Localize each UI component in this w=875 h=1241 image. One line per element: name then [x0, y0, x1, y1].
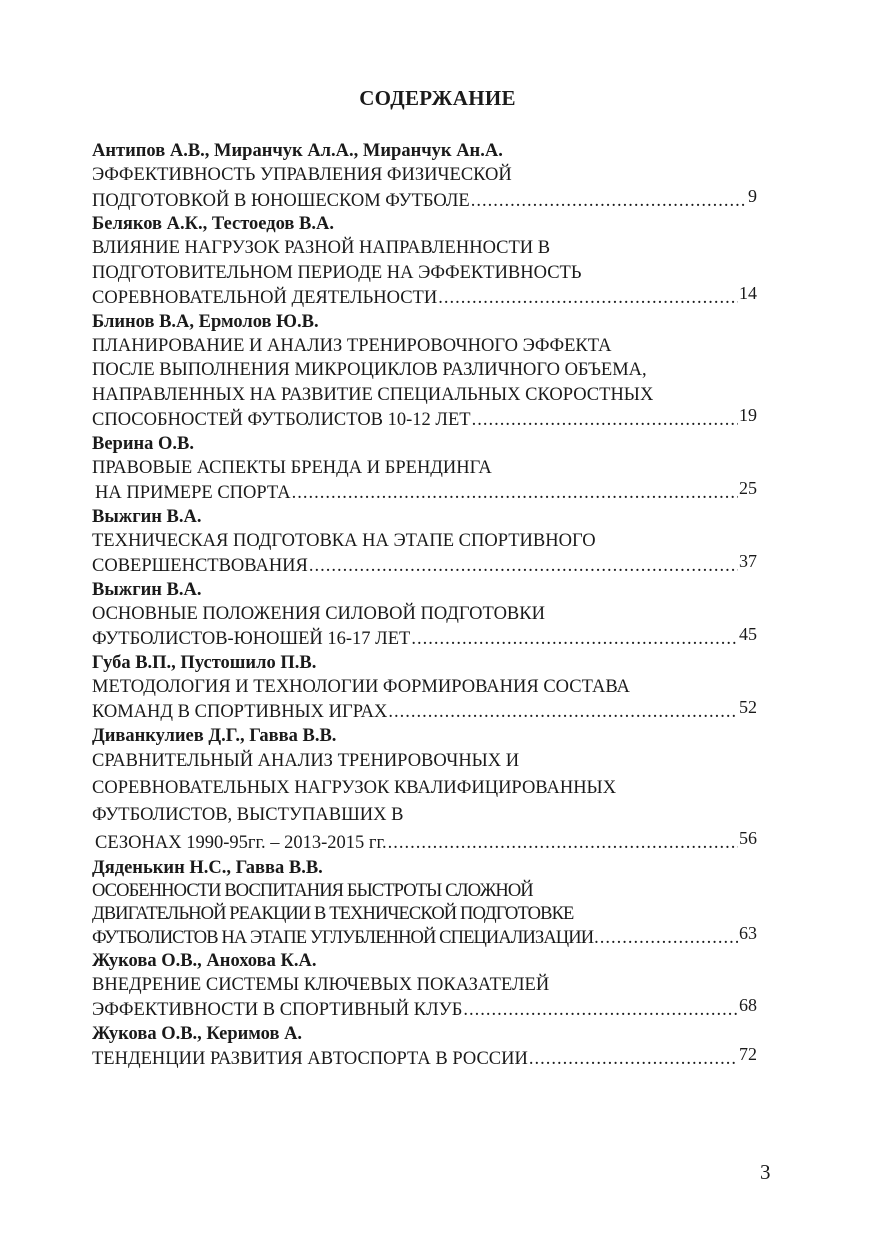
entry-title-line: ФУТБОЛИСТОВ, ВЫСТУПАВШИХ В [92, 804, 404, 825]
page-title: СОДЕРЖАНИЕ [359, 86, 516, 110]
entry-title-last-line [92, 699, 757, 725]
entry-page-number: 63 [739, 922, 757, 943]
toc-entry [92, 433, 757, 506]
page-number: 3 [760, 1160, 771, 1184]
entry-title-last-line [92, 553, 757, 579]
entry-authors: Беляков А.К., Тестоедов В.А. [92, 214, 334, 234]
dot-leader [388, 700, 738, 725]
entry-authors: Антипов А.В., Миранчук Ал.А., Миранчук Ан.А. [92, 141, 503, 161]
entry-title-line: ОСОБЕННОСТИ ВОСПИТАНИЯ БЫСТРОТЫ СЛОЖНОЙ [92, 880, 533, 901]
entry-title-last-line [92, 285, 757, 311]
entry-title-line: ТЕНДЕНЦИИ РАЗВИТИЯ АВТОСПОРТА В РОССИИ [92, 1048, 528, 1069]
entry-authors: Блинов В.А, Ермолов Ю.В. [92, 311, 319, 332]
entry-title-line: ДВИГАТЕЛЬНОЙ РЕАКЦИИ В ТЕХНИЧЕСКОЙ ПОДГОТОВКЕ [92, 903, 574, 924]
entry-page-number: 72 [739, 1043, 757, 1064]
entry-title-line: ЭФФЕКТИВНОСТЬ УПРАВЛЕНИЯ ФИЗИЧЕСКОЙ [92, 165, 512, 185]
entry-title-line: СПОСОБНОСТЕЙ ФУТБОЛИСТОВ 10-12 ЛЕТ [92, 410, 471, 430]
entry-page-number: 56 [739, 827, 757, 848]
entry-title-last-line [92, 1043, 757, 1072]
entry-authors: Дяденькин Н.С., Гавва В.В. [92, 857, 323, 878]
dot-leader [594, 927, 738, 950]
entry-title-last-line [92, 829, 757, 857]
entry-authors: Выжгин В.А. [92, 579, 202, 600]
toc-entry [92, 857, 757, 950]
entry-title-line: СОРЕВНОВАТЕЛЬНЫХ НАГРУЗОК КВАЛИФИЦИРОВАННЫХ [92, 777, 617, 798]
entry-title-line: ВНЕДРЕНИЕ СИСТЕМЫ КЛЮЧЕВЫХ ПОКАЗАТЕЛЕЙ [92, 974, 550, 995]
dot-leader [388, 830, 738, 857]
toc-entry [92, 311, 757, 433]
toc-entry [92, 652, 757, 725]
entry-title-line: СОВЕРШЕНСТВОВАНИЯ [92, 556, 308, 576]
dot-leader [472, 408, 738, 433]
dot-leader [463, 998, 738, 1023]
toc-entry [92, 1023, 757, 1072]
entry-title-last-line [92, 407, 757, 433]
entry-authors: Диванкулиев Д.Г., Гавва В.В. [92, 725, 337, 746]
entry-title-line: НАПРАВЛЕННЫХ НА РАЗВИТИЕ СПЕЦИАЛЬНЫХ СКОРОСТНЫХ [92, 384, 654, 405]
entry-authors: Жукова О.В., Керимов А. [92, 1023, 303, 1044]
entry-authors: Губа В.П., Пустошило П.В. [92, 652, 317, 673]
entry-title-last-line [92, 626, 757, 652]
entry-page-number: 68 [739, 995, 757, 1015]
entry-title-line: ПРАВОВЫЕ АСПЕКТЫ БРЕНДА И БРЕНДИНГА [92, 457, 492, 478]
dot-leader [529, 1047, 738, 1072]
entry-page-number: 45 [739, 624, 757, 644]
toc-entry [92, 506, 757, 579]
toc-entry [92, 725, 757, 857]
entry-title-line: ПОДГОТОВКОЙ В ЮНОШЕСКОМ ФУТБОЛЕ [92, 190, 470, 211]
entry-title-line: НА ПРИМЕРЕ СПОРТА [95, 483, 291, 503]
entry-title-line: ПОСЛЕ ВЫПОЛНЕНИЯ МИКРОЦИКЛОВ РАЗЛИЧНОГО ОБЪЕМА, [92, 360, 647, 380]
entry-title-line: МЕТОДОЛОГИЯ И ТЕХНОЛОГИИ ФОРМИРОВАНИЯ СОСТАВА [92, 676, 630, 697]
entry-title-last-line [92, 185, 757, 214]
entry-title-line: ВЛИЯНИЕ НАГРУЗОК РАЗНОЙ НАПРАВЛЕННОСТИ В [92, 238, 551, 258]
dot-leader [471, 189, 747, 214]
dot-leader [438, 286, 738, 311]
entry-title-line: КОМАНД В СПОРТИВНЫХ ИГРАХ [92, 702, 388, 722]
entry-title-last-line [92, 997, 757, 1023]
entry-title-line: ФУТБОЛИСТОВ НА ЭТАПЕ УГЛУБЛЕННОЙ СПЕЦИАЛИЗАЦИИ [92, 927, 594, 948]
toc-entry [92, 579, 757, 652]
entry-authors: Выжгин В.А. [92, 506, 202, 527]
toc-entry [92, 950, 757, 1023]
entry-title-line: ФУТБОЛИСТОВ-ЮНОШЕЙ 16-17 ЛЕТ [92, 629, 411, 649]
dot-leader [309, 554, 738, 579]
entry-title-line: СРАВНИТЕЛЬНЫЙ АНАЛИЗ ТРЕНИРОВОЧНЫХ И [92, 750, 520, 771]
dot-leader [411, 627, 738, 652]
entry-title-line: ОСНОВНЫЕ ПОЛОЖЕНИЯ СИЛОВОЙ ПОДГОТОВКИ [92, 603, 545, 624]
entry-page-number: 9 [748, 185, 757, 206]
entry-page-number: 19 [739, 405, 757, 425]
toc-entry [92, 140, 757, 213]
entry-authors: Верина О.В. [92, 433, 195, 454]
entry-authors: Жукова О.В., Анохова К.А. [92, 950, 317, 971]
entry-page-number: 37 [739, 551, 757, 571]
entry-title-line: СЕЗОНАХ 1990-95гг. – 2013-2015 гг. [95, 832, 387, 853]
table-of-contents [92, 140, 757, 1071]
entry-title-line: ЭФФЕКТИВНОСТИ В СПОРТИВНЫЙ КЛУБ [92, 1000, 463, 1020]
entry-page-number: 25 [739, 478, 757, 498]
dot-leader [292, 481, 738, 506]
entry-title-line: ПОДГОТОВИТЕЛЬНОМ ПЕРИОДЕ НА ЭФФЕКТИВНОСТЬ [92, 262, 582, 283]
toc-entry [92, 213, 757, 311]
entry-page-number: 52 [739, 697, 757, 717]
entry-title-line: СОРЕВНОВАТЕЛЬНОЙ ДЕЯТЕЛЬНОСТИ [92, 288, 438, 308]
entry-page-number: 14 [739, 283, 757, 303]
entry-title-line: ПЛАНИРОВАНИЕ И АНАЛИЗ ТРЕНИРОВОЧНОГО ЭФФЕКТА [92, 335, 612, 356]
entry-title-last-line [92, 922, 757, 950]
entry-title-line: ТЕХНИЧЕСКАЯ ПОДГОТОВКА НА ЭТАПЕ СПОРТИВНОГО [92, 530, 596, 551]
entry-title-last-line [92, 480, 757, 506]
